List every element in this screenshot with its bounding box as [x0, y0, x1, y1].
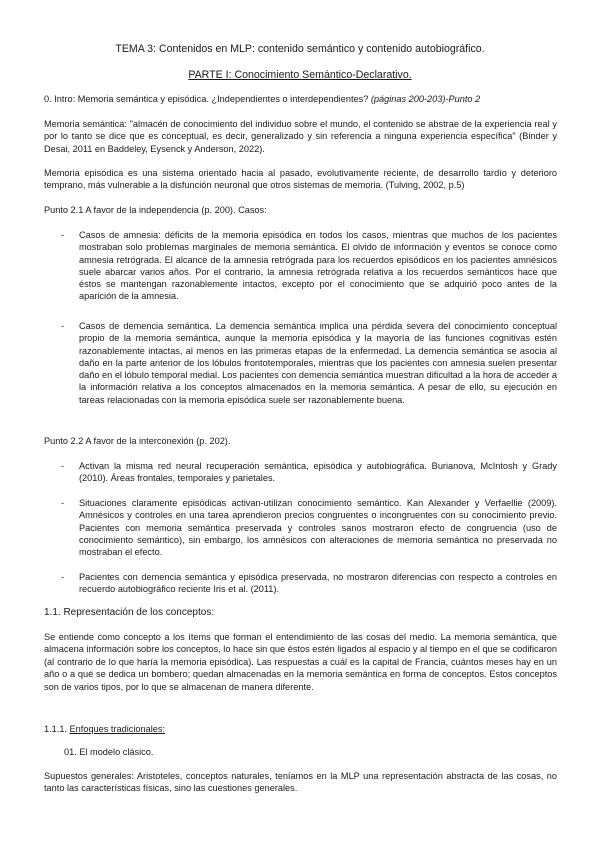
intro-line — [44, 93, 557, 105]
part-heading: PARTE I: Conocimiento Semántico-Declarativo. — [188, 69, 412, 81]
semantic-memory-definition: Memoria semántica: "almacén de conocimiento del individuo sobre el mundo, el contenido se abstrae de la experiencia real y por lo tanto se dice que es conceptual, es decir, generalizado y sin referencia a ninguna experiencia específica" (Binder y Desai, 2011 en Baddeley, Eysenck y Anderson, 2022). — [44, 119, 557, 154]
bullet-dash: - — [61, 572, 65, 582]
list-item-shared-network: Activan la misma red neural recuperación semántica, episódica y autobiográfica. Burianova, McIntosh y Grady (2010). Áreas frontales, temporales y parietales. — [79, 461, 557, 484]
intro-pages: (páginas 200-203)-Punto 2 — [370, 94, 481, 104]
point-2-1-heading: Punto 2.1 A favor de la independencia (p. 200). Casos: — [44, 205, 267, 215]
list-item-episodic-situations: Situaciones claramente episódicas activan-utilizan conocimiento semántico. Kan Alexander y Verfaellie (2009). Amnésicos y controles en una tarea aprendieron precios congruentes o incongruentes con su conocimiento previo. Pacientes con memoria semántica preservada y controles sanos mostraron efecto de congruencia (uso de conocimiento semántico), sin embargo, los amnésicos con alteraciones de memoria semántica no preservada no mostraban el efecto. — [79, 498, 557, 558]
section-1-1-paragraph: Se entiende como concepto a los ítems que forman el entendimiento de las cosas del medio. La memoria semántica, que almacena información sobre los conceptos, lo hace sin que éstos estén ligados al espacio y al tiempo en el que se codificaron (al contrario de lo que haría la memoria episódica). Las respuestas a cuál es la capital de Francia, cuántos meses hay en un año o a qué se dedica un bombero; quedan almacenadas en la memoria semántica en forma de conceptos. Estos conceptos son de varios tipos, por lo que se almacenan de manera diferente. — [44, 632, 557, 692]
episodic-memory-definition: Memoria episódica es una sistema orientado hacia al pasado, evolutivamente reciente, de desarrollo tardío y deterioro temprano, más vulnerable a la disfunción neuronal que otros sistemas de memoria. (Tulving, 2002, p.5) — [44, 168, 557, 191]
section-1-1-heading: 1.1. Representación de los conceptos: — [44, 607, 215, 618]
list-item-amnesia: Casos de amnesia: déficits de la memoria episódica en todos los casos, mientras que muchos de los pacientes mostraban solo problemas marginales de memoria semántica. El olvido de información y eventos se conoce como amnesia retrógrada. El alcance de la amnesia retrógrada para los recuerdos episódicos en los pacientes amnésicos suele abarcar varios años. Por el contrario, la amnesia retrógrada relativa a los recuerdos semánticos hace que éstos se mantengan razonablemente intactos, excepto por el conocimiento que se adquirió poco antes de la aparición de la amnesia. — [79, 230, 557, 302]
bullet-dash: - — [61, 461, 65, 471]
intro-text: 0. Intro: Memoria semántica y episódica. ¿Independientes o interdependientes? — [44, 94, 371, 104]
section-1-1-1-heading — [44, 723, 557, 735]
classic-model-heading: 01. El modelo clásico. — [64, 747, 154, 757]
bullet-dash: - — [61, 498, 65, 508]
point-2-2-heading: Punto 2.2 A favor de la interconexión (p. 202). — [44, 436, 231, 446]
general-assumptions-paragraph: Supuestos generales: Aristoteles, conceptos naturales, teníamos en la MLP una representación abstracta de las cosas, no tanto las características físicas, sino las cuestiones generales. — [44, 771, 557, 794]
section-number: 1.1.1. — [44, 724, 70, 734]
bullet-dash: - — [61, 230, 65, 240]
section-label: Enfoques tradicionales: — [69, 724, 166, 734]
list-item-semantic-dementia: Casos de demencia semántica. La demencia semántica implica una pérdida severa del conocimiento conceptual propio de la memoria semántica, aunque la memoria episódica y la mayoría de las funciones cognitivas estén razonablemente intactas, al menos en las primeras etapas de la enfermedad. La demencia semántica se asocia al daño en la parte anterior de los lóbulos frontotemporales, mientras que los pacientes con amnesia suelen presentar daño en el lóbulo temporal medial. Los pacientes con demencia semántica muestran dificultad a la hora de acceder a la información relativa a los conceptos almacenados en la memoria semántica. A pesar de ello, su ejecución en tareas relacionadas con la memoria episódica suele ser razonablemente buena. — [79, 321, 557, 405]
list-item-dementia-patients: Pacientes con demencia semántica y episódica preservada, no mostraron diferencias con respecto a controles en recuerdo autobiográfico reciente Iris et al. (2011). — [79, 572, 557, 595]
document-title: TEMA 3: Contenidos en MLP: contenido semántico y contenido autobiográfico. — [115, 43, 485, 55]
bullet-dash: - — [61, 321, 65, 331]
